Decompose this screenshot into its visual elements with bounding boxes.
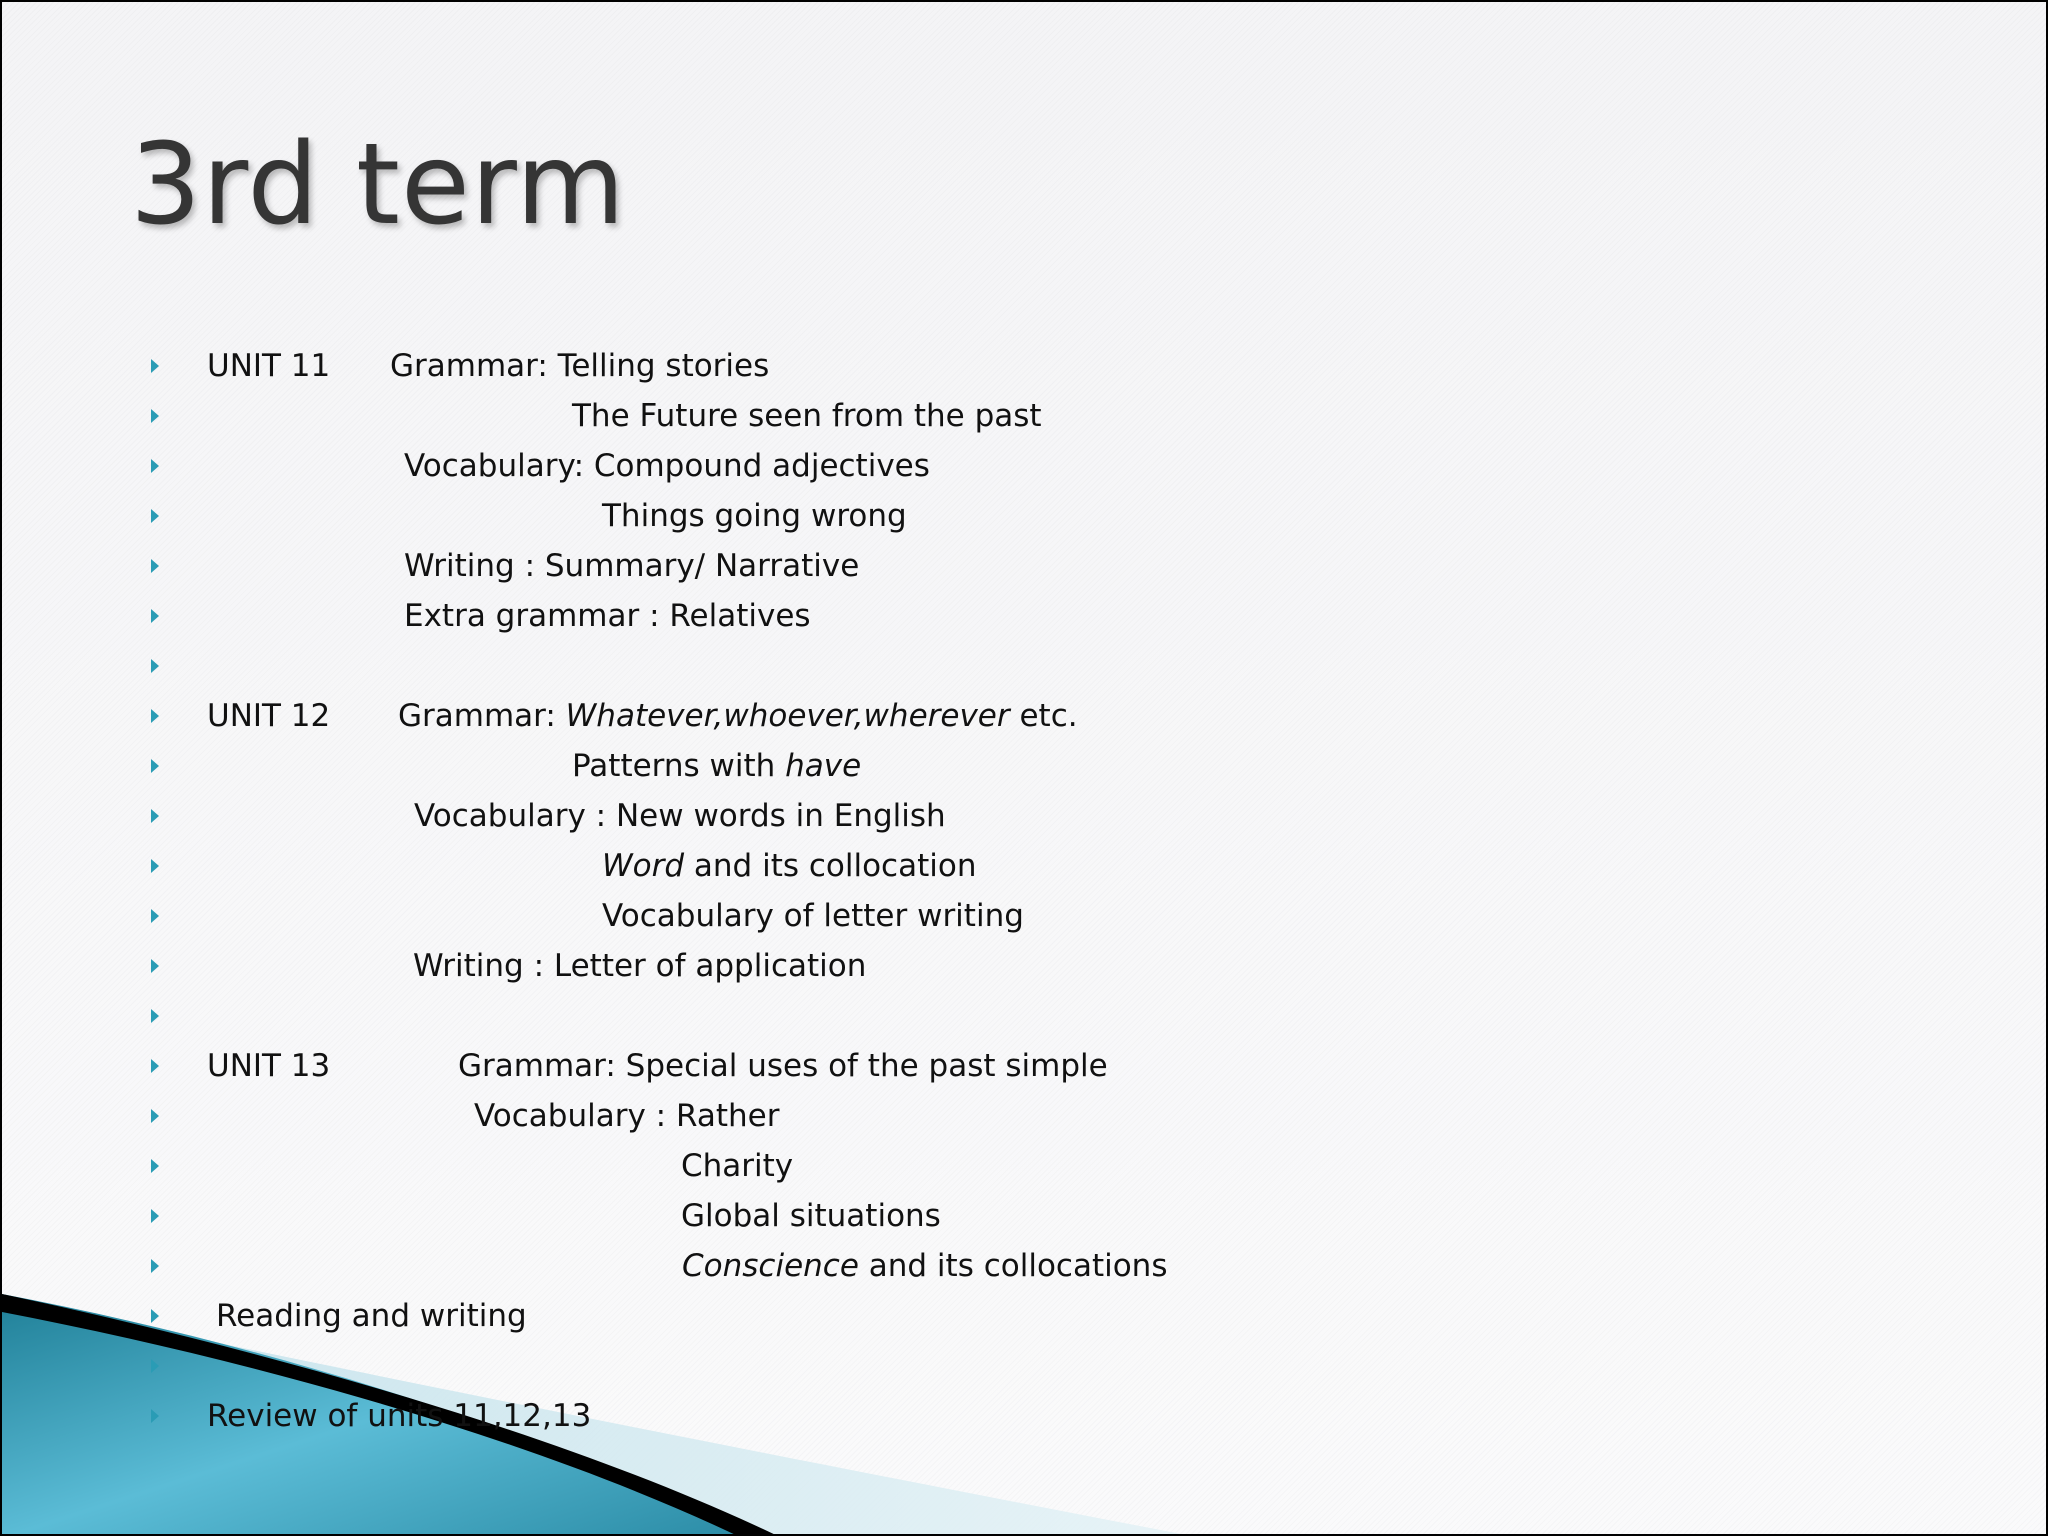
- list-item: [2, 1246, 1302, 1286]
- bullet-arrow-icon: [151, 709, 159, 723]
- item-text: Word and its collocation: [602, 848, 977, 884]
- list-item: [2, 796, 1302, 836]
- list-item: [2, 1046, 1302, 1086]
- bullet-arrow-icon: [151, 1359, 159, 1373]
- list-item-empty: [2, 1346, 1302, 1386]
- list-item: [2, 946, 1302, 986]
- item-text: Vocabulary of letter writing: [602, 898, 1024, 934]
- bullet-arrow-icon: [151, 1009, 159, 1023]
- bullet-list: [2, 2, 2048, 1536]
- item-text: Extra grammar : Relatives: [404, 598, 811, 634]
- item-text: Vocabulary: Compound adjectives: [404, 448, 930, 484]
- item-text: Writing : Letter of application: [413, 948, 867, 984]
- item-text: Charity: [681, 1148, 794, 1184]
- unit-label: UNIT 11: [207, 348, 331, 384]
- item-text: Grammar: Special uses of the past simple: [458, 1048, 1108, 1084]
- bullet-arrow-icon: [151, 659, 159, 673]
- bullet-arrow-icon: [151, 1409, 159, 1423]
- list-item: [2, 546, 1302, 586]
- list-item: [2, 1296, 1302, 1336]
- bullet-arrow-icon: [151, 509, 159, 523]
- bullet-arrow-icon: [151, 1309, 159, 1323]
- section-label: Reading and writing: [216, 1298, 527, 1334]
- list-item: [2, 846, 1302, 886]
- item-text: Vocabulary : New words in English: [414, 798, 946, 834]
- item-text: Vocabulary : Rather: [474, 1098, 780, 1134]
- bullet-arrow-icon: [151, 1209, 159, 1223]
- list-item: [2, 696, 1302, 736]
- list-item: [2, 1146, 1302, 1186]
- bullet-arrow-icon: [151, 459, 159, 473]
- bullet-arrow-icon: [151, 609, 159, 623]
- list-item: [2, 746, 1302, 786]
- list-item: [2, 1096, 1302, 1136]
- list-item: [2, 1196, 1302, 1236]
- list-item: [2, 596, 1302, 636]
- item-text: Grammar: Whatever,whoever,wherever etc.: [398, 698, 1078, 734]
- bullet-arrow-icon: [151, 1059, 159, 1073]
- bullet-arrow-icon: [151, 859, 159, 873]
- unit-label: UNIT 12: [207, 698, 331, 734]
- bullet-arrow-icon: [151, 959, 159, 973]
- list-item: [2, 446, 1302, 486]
- bullet-arrow-icon: [151, 809, 159, 823]
- slide-title: 3rd term: [130, 120, 627, 250]
- list-item: [2, 346, 1302, 386]
- bullet-arrow-icon: [151, 559, 159, 573]
- bullet-arrow-icon: [151, 1259, 159, 1273]
- bullet-arrow-icon: [151, 909, 159, 923]
- bullet-arrow-icon: [151, 1109, 159, 1123]
- section-label: Review of units 11,12,13: [207, 1398, 592, 1434]
- list-item: [2, 1396, 1302, 1436]
- bullet-arrow-icon: [151, 359, 159, 373]
- list-item: [2, 396, 1302, 436]
- list-item-empty: [2, 646, 1302, 686]
- item-text: Grammar: Telling stories: [390, 348, 770, 384]
- item-text: Patterns with have: [572, 748, 862, 784]
- unit-label: UNIT 13: [207, 1048, 331, 1084]
- item-text: Writing : Summary/ Narrative: [404, 548, 860, 584]
- list-item: [2, 896, 1302, 936]
- list-item-empty: [2, 996, 1302, 1036]
- item-text: Things going wrong: [602, 498, 907, 534]
- item-text: Conscience and its collocations: [682, 1248, 1168, 1284]
- item-text: Global situations: [681, 1198, 941, 1234]
- bullet-arrow-icon: [151, 409, 159, 423]
- bullet-arrow-icon: [151, 759, 159, 773]
- item-text: The Future seen from the past: [572, 398, 1042, 434]
- list-item: [2, 496, 1302, 536]
- bullet-arrow-icon: [151, 1159, 159, 1173]
